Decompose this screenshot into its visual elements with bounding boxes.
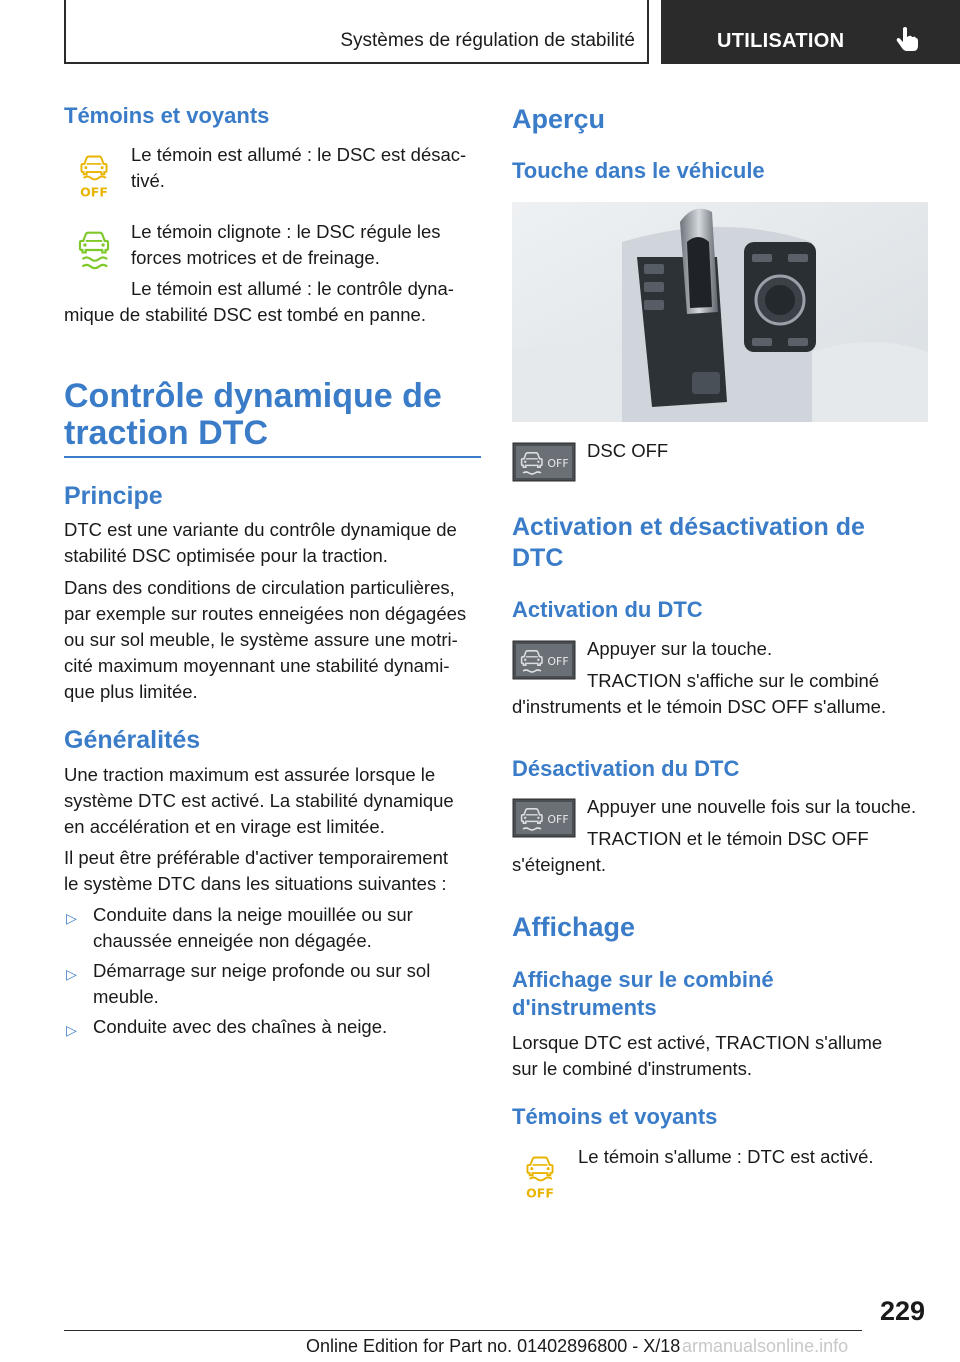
text-line: le système DTC dans les situations suivantes : [64, 873, 447, 894]
text-line: chaussée enneigée non dégagée. [93, 930, 372, 951]
text-line: par exemple sur routes enneigées non dégagées [64, 603, 467, 624]
header-section-box [64, 0, 649, 64]
text-line: cité maximum moyennant une stabilité dynami- [64, 655, 450, 676]
principe-paragraph-1 [64, 517, 484, 569]
text-line: Il peut être préférable d'activer temporairement [64, 847, 449, 868]
temoin-dtc-active: Le témoin s'allume : DTC est activé. [578, 1146, 874, 1167]
text-line: Conduite avec des chaînes à neige. [93, 1016, 388, 1037]
heading-temoins-voyants: Témoins et voyants [64, 103, 270, 128]
svg-text:OFF: OFF [547, 655, 569, 668]
heading-dtc-line2: traction DTC [64, 414, 268, 452]
hand-pointer-icon [895, 26, 919, 52]
svg-text:OFF: OFF [526, 1185, 554, 1201]
bullet-item [93, 1014, 483, 1040]
text-line: Une traction maximum est assurée lorsque le [64, 764, 436, 785]
bullet-item [93, 902, 483, 954]
heading-apercu: Aperçu [512, 104, 606, 134]
temoin3-line1: Le témoin est allumé : le contrôle dyna- [131, 278, 454, 299]
text-line: ou sur sol meuble, le système assure une motri- [64, 629, 458, 650]
dsc-off-button-icon [512, 442, 576, 482]
principe-paragraph-2 [64, 575, 484, 705]
bullet-icon: ▷ [66, 966, 77, 982]
affichage-paragraph [512, 1030, 932, 1082]
dsc-off-label: DSC OFF [587, 440, 669, 461]
desactivation-step1: Appuyer une nouvelle fois sur la touche. [587, 796, 917, 817]
text-line: Conduite dans la neige mouillée ou sur [93, 904, 413, 925]
dsc-off-button-icon [512, 640, 576, 680]
heading-affichage-combine-1: Affichage sur le combiné [512, 967, 774, 992]
temoin2-line2: forces motrices et de freinage. [131, 247, 380, 268]
desactivation-step2-line1: TRACTION et le témoin DSC OFF [587, 828, 869, 849]
page-number: 229 [880, 1296, 926, 1326]
section-title: Systèmes de régulation de stabilité [340, 30, 635, 51]
dsc-active-green-icon [75, 226, 113, 274]
text-line: Démarrage sur neige profonde ou sur sol [93, 960, 431, 981]
heading-principe: Principe [64, 482, 163, 510]
heading-rule [64, 456, 481, 458]
heading-activation-dtc: Activation du DTC [512, 597, 703, 622]
header-tab-utilisation[interactable] [661, 0, 960, 64]
heading-dtc-line1: Contrôle dynamique de [64, 377, 442, 415]
text-line: Dans des conditions de circulation particulières, [64, 577, 455, 598]
bullet-icon: ▷ [66, 1022, 77, 1038]
generalites-paragraph-1 [64, 762, 484, 840]
watermark: armanualsonline.info [682, 1336, 849, 1356]
heading-activation-line1: Activation et désactivation de [512, 513, 865, 541]
heading-activation-line2: DTC [512, 544, 564, 572]
svg-text:OFF: OFF [547, 813, 569, 826]
dtc-active-warning-icon [523, 1151, 557, 1201]
footer-rule [64, 1330, 862, 1331]
svg-text:OFF: OFF [547, 457, 569, 470]
activation-step1: Appuyer sur la touche. [587, 638, 773, 659]
bullet-item [93, 958, 483, 1010]
vehicle-console-image [512, 202, 928, 422]
text-line: système DTC est activé. La stabilité dynamique [64, 790, 454, 811]
text-line: que plus limitée. [64, 681, 198, 702]
heading-desactivation-dtc: Désactivation du DTC [512, 756, 740, 781]
dsc-off-warning-icon [77, 150, 111, 200]
activation-step2-line1: TRACTION s'affiche sur le combiné [587, 670, 880, 691]
tab-label: UTILISATION [717, 30, 845, 52]
temoin2-line1: Le témoin clignote : le DSC régule les [131, 221, 441, 242]
temoin1-line1: Le témoin est allumé : le DSC est désac- [131, 144, 467, 165]
svg-text:OFF: OFF [80, 184, 108, 200]
text-line: en accélération et en virage est limitée. [64, 816, 385, 837]
temoin3-line2: mique de stabilité DSC est tombé en panne. [64, 304, 426, 325]
heading-touche-vehicule: Touche dans le véhicule [512, 158, 765, 183]
heading-generalites: Généralités [64, 726, 201, 754]
text-line: meuble. [93, 986, 159, 1007]
text-line: DTC est une variante du contrôle dynamique de [64, 519, 457, 540]
heading-temoins-voyants-right: Témoins et voyants [512, 1104, 718, 1129]
heading-affichage: Affichage [512, 912, 636, 942]
desactivation-step2-line2: s'éteignent. [512, 854, 607, 875]
footer-edition: Online Edition for Part no. 01402896800 - X/18 [306, 1336, 681, 1356]
bullet-icon: ▷ [66, 910, 77, 926]
temoin1-line2: tivé. [131, 170, 165, 191]
text-line: stabilité DSC optimisée pour la traction. [64, 545, 388, 566]
text-line: sur le combiné d'instruments. [512, 1058, 753, 1079]
generalites-paragraph-2 [64, 845, 484, 897]
activation-step2-line2: d'instruments et le témoin DSC OFF s'allume. [512, 696, 887, 717]
dsc-off-button-icon [512, 798, 576, 838]
text-line: Lorsque DTC est activé, TRACTION s'allume [512, 1032, 883, 1053]
heading-affichage-combine-2: d'instruments [512, 995, 657, 1020]
